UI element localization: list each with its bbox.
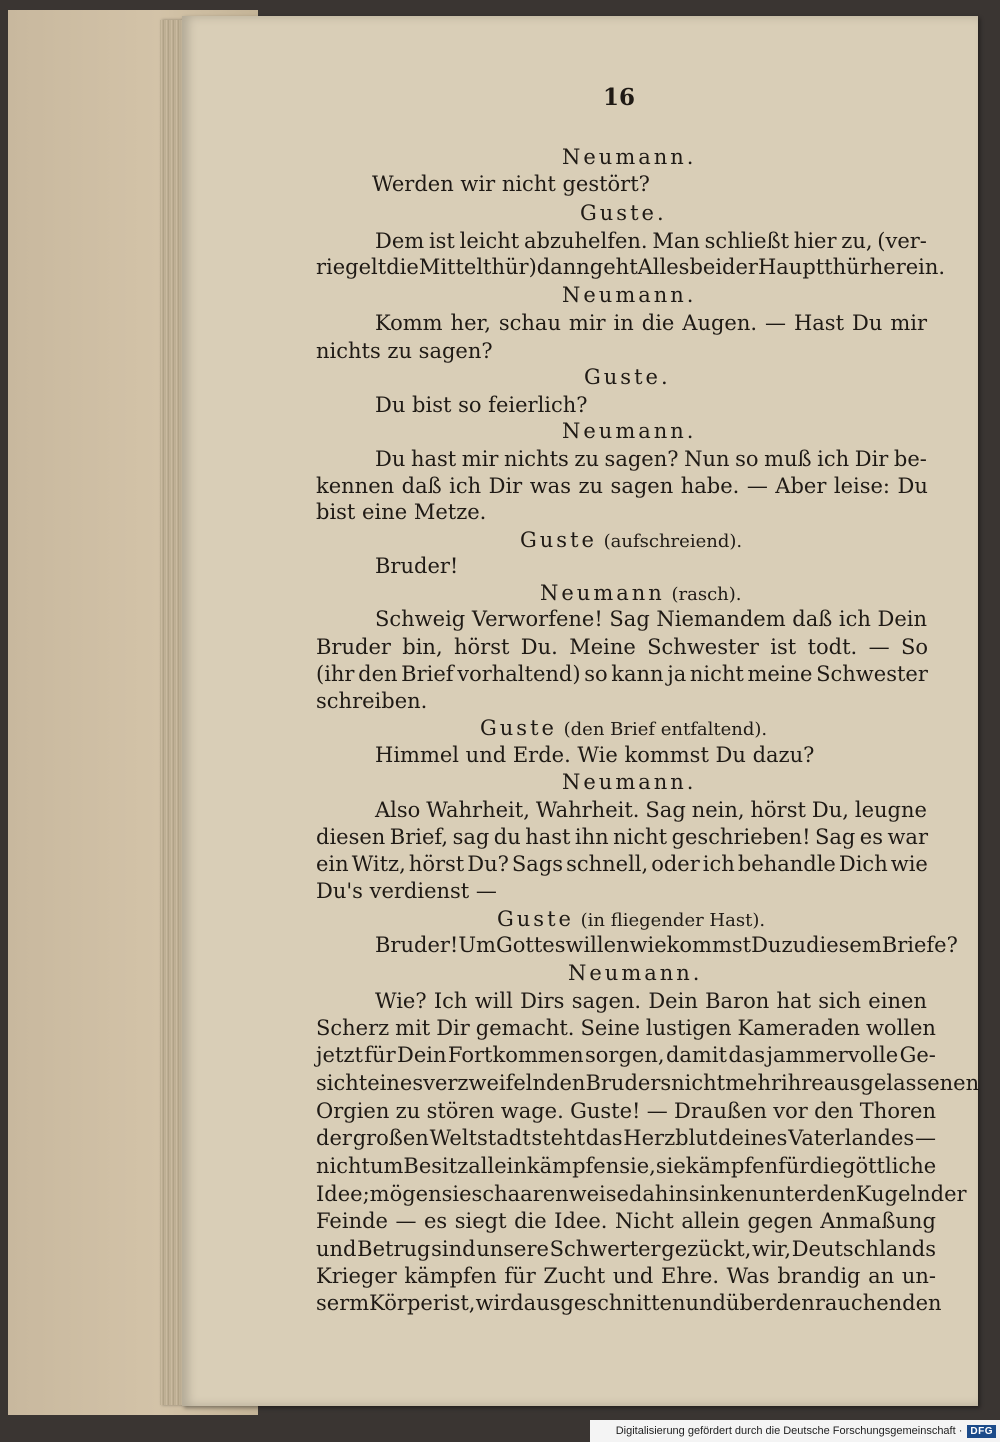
word: Hast xyxy=(793,311,845,335)
word: Wahrheit, xyxy=(426,798,530,822)
dialogue-line xyxy=(316,661,928,687)
word: habe. xyxy=(680,474,740,498)
word: ich xyxy=(817,447,850,471)
word: zu xyxy=(574,447,599,471)
word: und xyxy=(316,1237,357,1261)
word: dann xyxy=(536,255,590,279)
word: der xyxy=(722,255,758,279)
word: stören xyxy=(426,1099,495,1123)
word: Krieger xyxy=(316,1264,397,1288)
word: das xyxy=(585,1126,623,1150)
word: Ehre. xyxy=(661,1264,719,1288)
speaker-name: Guste xyxy=(497,907,574,931)
word: Dirs xyxy=(520,989,565,1013)
word: schau xyxy=(498,311,561,335)
word: siegt xyxy=(454,1209,507,1233)
word: Scherz xyxy=(316,1016,390,1040)
word: Alles xyxy=(637,255,690,279)
word: um xyxy=(369,1154,404,1178)
word: ihn xyxy=(574,825,609,849)
speaker-name: Guste. xyxy=(584,365,671,389)
word: mit xyxy=(395,1016,431,1040)
word: Schwerter xyxy=(549,1237,661,1261)
dialogue-line: Bruder! xyxy=(375,554,459,578)
word: abzuhelfen. xyxy=(523,229,648,253)
word: oder xyxy=(651,852,700,876)
word: schließt xyxy=(704,229,790,253)
word: — xyxy=(646,1099,668,1123)
word: Dich xyxy=(838,852,888,876)
word: sie xyxy=(441,1182,472,1206)
word: Komm xyxy=(375,311,443,335)
word: kämpfen xyxy=(404,1264,497,1288)
word: der xyxy=(930,1182,967,1206)
word: nichts xyxy=(504,447,569,471)
word: Dir xyxy=(488,474,523,498)
dialogue-line xyxy=(316,1125,936,1151)
word: kennen xyxy=(316,474,395,498)
speaker-name: Neumann. xyxy=(562,283,697,307)
word: damit xyxy=(665,1043,727,1067)
speaker-with-direction xyxy=(520,527,742,555)
word: jetzt xyxy=(316,1043,363,1067)
word: vorhaltend) xyxy=(457,662,581,686)
word: Idee. xyxy=(554,1209,608,1233)
word: daß xyxy=(792,607,833,631)
word: Schwester xyxy=(816,662,928,686)
word: Hauptthür xyxy=(757,255,870,279)
dialogue-line xyxy=(316,1290,942,1316)
word: Um xyxy=(458,933,496,957)
word: hörst xyxy=(408,852,465,876)
word: großen xyxy=(352,1126,429,1150)
word: Deutschlands xyxy=(791,1237,936,1261)
word: nicht xyxy=(671,1071,726,1095)
word: was xyxy=(529,474,571,498)
word: hier xyxy=(793,229,837,253)
dialogue-line xyxy=(316,634,928,660)
word: die xyxy=(514,1209,547,1233)
dialogue-line: Du bist so feierlich? xyxy=(375,393,588,417)
word: Seine xyxy=(580,1016,640,1040)
dialogue-line xyxy=(375,310,927,336)
word: todt. xyxy=(807,635,858,659)
dialogue-line: nichts zu sagen? xyxy=(316,339,493,363)
word: Brief, xyxy=(389,825,449,849)
word: es xyxy=(424,1209,448,1233)
word: Idee; xyxy=(316,1182,370,1206)
dialogue-line xyxy=(316,1153,936,1179)
word: — xyxy=(914,1126,936,1150)
word: wie xyxy=(890,852,928,876)
word: und xyxy=(612,1264,654,1288)
speaker-with-direction xyxy=(540,580,742,608)
word: meine xyxy=(747,662,813,686)
word: sich xyxy=(818,989,862,1013)
word: Brief xyxy=(401,662,454,686)
word: das xyxy=(728,1043,766,1067)
word: rauchenden xyxy=(814,1291,942,1315)
word: Orgien xyxy=(316,1099,390,1123)
word: Draußen xyxy=(674,1099,767,1123)
word: an xyxy=(868,1264,895,1288)
word: Dein xyxy=(877,607,927,631)
word: kämpfen xyxy=(526,1154,620,1178)
word: leise: xyxy=(833,474,890,498)
word: Man xyxy=(652,229,700,253)
word: kann xyxy=(611,662,664,686)
stage-direction: (rasch). xyxy=(671,584,742,605)
word: Kugeln xyxy=(855,1182,931,1206)
dialogue-line xyxy=(316,1015,936,1041)
word: So xyxy=(900,635,928,659)
speaker-with-direction xyxy=(480,715,767,743)
word: her, xyxy=(450,311,491,335)
word: wir, xyxy=(751,1237,792,1261)
word: hast xyxy=(525,825,571,849)
word: Du. xyxy=(520,635,558,659)
word: sicht xyxy=(316,1071,368,1095)
dialogue-line: schreiben. xyxy=(316,689,428,713)
word: will xyxy=(474,989,513,1013)
word: die xyxy=(386,255,419,279)
word: ich xyxy=(449,474,482,498)
word: bin, xyxy=(402,635,443,659)
dialogue-line xyxy=(316,1263,936,1289)
word: mir xyxy=(461,447,499,471)
word: Dem xyxy=(375,229,425,253)
word: Ge- xyxy=(899,1043,936,1067)
word: Wie? xyxy=(375,989,427,1013)
dialogue-line xyxy=(316,1208,936,1234)
word: Bruders xyxy=(585,1071,672,1095)
word: vor xyxy=(773,1099,808,1123)
word: die xyxy=(809,1154,843,1178)
word: Schwester xyxy=(647,635,759,659)
dialogue-line: Du's verdienst — xyxy=(316,879,497,903)
word: Verworfene! xyxy=(471,607,603,631)
word: so xyxy=(735,447,759,471)
word: unter xyxy=(758,1182,817,1206)
stage-direction: (aufschreiend). xyxy=(603,531,743,552)
word: Dein xyxy=(648,989,698,1013)
word: Ich xyxy=(433,989,468,1013)
word: Schweig xyxy=(375,607,466,631)
word: Sag xyxy=(645,798,686,822)
word: schaarenweise xyxy=(471,1182,629,1206)
word: geht xyxy=(589,255,638,279)
speaker-name: Guste xyxy=(520,528,597,552)
dialogue-line xyxy=(316,1098,936,1124)
word: zu xyxy=(395,1099,421,1123)
dialogue-line xyxy=(316,1236,936,1262)
word: in xyxy=(613,311,634,335)
speaker-name: Neumann. xyxy=(568,961,703,985)
word: allein xyxy=(468,1154,527,1178)
word: Du xyxy=(851,311,883,335)
dialogue-line xyxy=(316,824,928,850)
word: ein xyxy=(316,852,349,876)
word: sagen xyxy=(610,474,674,498)
word: Gotteswillen xyxy=(495,933,630,957)
word: Bruder xyxy=(316,635,391,659)
word: sagen. xyxy=(571,989,642,1013)
word: geschrieben! xyxy=(671,825,811,849)
speaker-name: Guste. xyxy=(580,201,667,225)
word: ihre xyxy=(781,1071,824,1095)
word: Baron xyxy=(705,989,770,1013)
word: leicht xyxy=(459,229,520,253)
word: serm xyxy=(316,1291,370,1315)
word: sie, xyxy=(619,1154,656,1178)
word: gezückt, xyxy=(661,1237,752,1261)
word: — xyxy=(746,474,768,498)
stage-direction: (in fliegender Hast). xyxy=(580,910,766,931)
word: Wahrheit. xyxy=(535,798,640,822)
word: Aber xyxy=(775,474,827,498)
speaker-with-direction xyxy=(497,906,765,934)
word: kämpfen xyxy=(685,1154,779,1178)
word: jammervolle xyxy=(766,1043,899,1067)
page-number: 16 xyxy=(603,84,636,111)
word: Körper xyxy=(369,1291,443,1315)
word: nicht xyxy=(689,662,744,686)
word: ist, xyxy=(442,1291,476,1315)
word: Sags xyxy=(511,852,564,876)
word: lustigen xyxy=(645,1016,732,1040)
word: un- xyxy=(901,1264,936,1288)
dialogue-line: bist eine Metze. xyxy=(316,500,487,524)
word: Niemandem xyxy=(656,607,786,631)
word: zu xyxy=(781,933,807,957)
speaker-name: Neumann. xyxy=(562,419,697,443)
word: über xyxy=(726,1291,776,1315)
word: der xyxy=(316,1126,352,1150)
word: Zucht xyxy=(543,1264,606,1288)
word: Also xyxy=(375,798,421,822)
word: deines xyxy=(718,1126,788,1150)
dialogue-line xyxy=(316,254,946,280)
word: für xyxy=(364,1043,396,1067)
dialogue-line xyxy=(316,1042,936,1068)
word: dahinsinken xyxy=(628,1182,759,1206)
word: Herzblut xyxy=(623,1126,718,1150)
word: die xyxy=(641,311,675,335)
dialogue-line: Werden wir nicht gestört? xyxy=(372,172,650,196)
word: wage. xyxy=(500,1099,564,1123)
word: Anmaßung xyxy=(820,1209,936,1233)
dialogue-line xyxy=(316,1070,980,1096)
word: bei xyxy=(689,255,723,279)
word: mir xyxy=(568,311,606,335)
word: diesem xyxy=(806,933,882,957)
dfg-logo: DFG xyxy=(967,1425,996,1438)
word: Briefe? xyxy=(881,933,958,957)
word: (ver- xyxy=(877,229,927,253)
word: herein. xyxy=(869,255,946,279)
speaker-name: Guste xyxy=(480,716,557,740)
word: Du xyxy=(897,474,928,498)
word: Du xyxy=(375,447,406,471)
word: Thoren xyxy=(859,1099,936,1123)
word: nicht xyxy=(316,1154,370,1178)
word: einen xyxy=(868,989,927,1013)
speaker-name: Neumann. xyxy=(562,770,697,794)
word: hörst xyxy=(453,635,510,659)
word: Weltstadt xyxy=(429,1126,531,1150)
word: war xyxy=(887,825,928,849)
word: muß xyxy=(764,447,812,471)
word: Feinde xyxy=(316,1209,388,1233)
word: allein xyxy=(681,1209,740,1233)
word: zu xyxy=(578,474,604,498)
word: Fortkommen xyxy=(447,1043,584,1067)
word: — xyxy=(395,1209,417,1233)
word: mir xyxy=(890,311,927,335)
word: Besitz xyxy=(403,1154,469,1178)
word: Vaterlandes xyxy=(788,1126,915,1150)
word: und xyxy=(685,1291,726,1315)
word: Bruder! xyxy=(375,933,459,957)
word: hörst xyxy=(750,798,806,822)
word: den xyxy=(775,1291,815,1315)
word: Meine xyxy=(569,635,636,659)
word: riegelt xyxy=(316,255,387,279)
dialogue-line xyxy=(375,932,958,958)
word: du xyxy=(493,825,521,849)
word: nicht xyxy=(613,825,668,849)
word: ist xyxy=(770,635,797,659)
word: mehr xyxy=(725,1071,782,1095)
dialogue-line xyxy=(316,473,928,499)
word: daß xyxy=(401,474,442,498)
dialogue-line: Himmel und Erde. Wie kommst Du dazu? xyxy=(375,743,815,767)
word: Nicht xyxy=(614,1209,674,1233)
word: Sag xyxy=(814,825,856,849)
word: sorgen, xyxy=(585,1043,665,1067)
dialogue-line xyxy=(316,1181,967,1207)
word: mögen xyxy=(369,1182,442,1206)
word: — xyxy=(868,635,890,659)
dialogue-line xyxy=(375,988,927,1014)
word: behandle xyxy=(737,852,836,876)
word: brandig xyxy=(777,1264,861,1288)
word: (ihr xyxy=(316,662,355,686)
stage-direction: (den Brief entfaltend). xyxy=(563,719,768,740)
word: Dir xyxy=(854,447,889,471)
word: ausgeschnitten xyxy=(523,1291,686,1315)
speaker-name: Neumann xyxy=(540,581,665,605)
word: ja xyxy=(667,662,687,686)
word: hat xyxy=(776,989,812,1013)
dialogue-line xyxy=(316,851,928,877)
word: Sag xyxy=(609,607,650,631)
word: wollen xyxy=(865,1016,936,1040)
word: sag xyxy=(452,825,490,849)
word: den xyxy=(816,1182,856,1206)
word: ich xyxy=(702,852,735,876)
word: Du xyxy=(751,933,782,957)
word: be- xyxy=(893,447,927,471)
word: zu, xyxy=(841,229,873,253)
speaker-name: Neumann. xyxy=(562,145,697,169)
word: göttliche xyxy=(842,1154,937,1178)
word: ausgelassenen xyxy=(823,1071,980,1095)
dialogue-line xyxy=(375,228,927,254)
word: Du? xyxy=(467,852,509,876)
word: ist xyxy=(428,229,455,253)
word: Guste! xyxy=(570,1099,641,1123)
word: ich xyxy=(838,607,871,631)
digitization-footer xyxy=(590,1420,1000,1442)
word: Betrug xyxy=(357,1237,431,1261)
word: Augen. xyxy=(682,311,758,335)
dialogue-line xyxy=(375,797,927,823)
word: diesen xyxy=(316,825,386,849)
word: leugne xyxy=(854,798,927,822)
word: steht xyxy=(531,1126,586,1150)
word: wie xyxy=(629,933,667,957)
word: eines xyxy=(367,1071,424,1095)
word: den xyxy=(814,1099,854,1123)
word: hast xyxy=(410,447,457,471)
dialogue-line xyxy=(375,606,927,632)
word: Nun xyxy=(684,447,730,471)
word: so xyxy=(584,662,608,686)
word: nein, xyxy=(691,798,745,822)
word: wird xyxy=(475,1291,524,1315)
word: für xyxy=(778,1154,810,1178)
word: Mittelthür) xyxy=(418,255,537,279)
word: sind xyxy=(431,1237,476,1261)
word: Dir xyxy=(436,1016,470,1040)
word: unsere xyxy=(476,1237,549,1261)
word: Dein xyxy=(397,1043,447,1067)
word: schnell, xyxy=(566,852,649,876)
footer-text: Digitalisierung gefördert durch die Deutsche Forschungsgemeinschaft · xyxy=(615,1425,963,1437)
word: verzweifelnden xyxy=(423,1071,586,1095)
word: kommst xyxy=(666,933,752,957)
dialogue-line xyxy=(375,446,927,472)
word: den xyxy=(358,662,398,686)
word: sie xyxy=(655,1154,686,1178)
word: gegen xyxy=(747,1209,813,1233)
word: Was xyxy=(726,1264,770,1288)
word: gemacht. xyxy=(475,1016,575,1040)
word: Kameraden xyxy=(737,1016,860,1040)
word: Witz, xyxy=(351,852,406,876)
word: es xyxy=(859,825,883,849)
word: für xyxy=(504,1264,536,1288)
word: sagen? xyxy=(604,447,679,471)
word: — xyxy=(765,311,787,335)
word: Du, xyxy=(811,798,849,822)
